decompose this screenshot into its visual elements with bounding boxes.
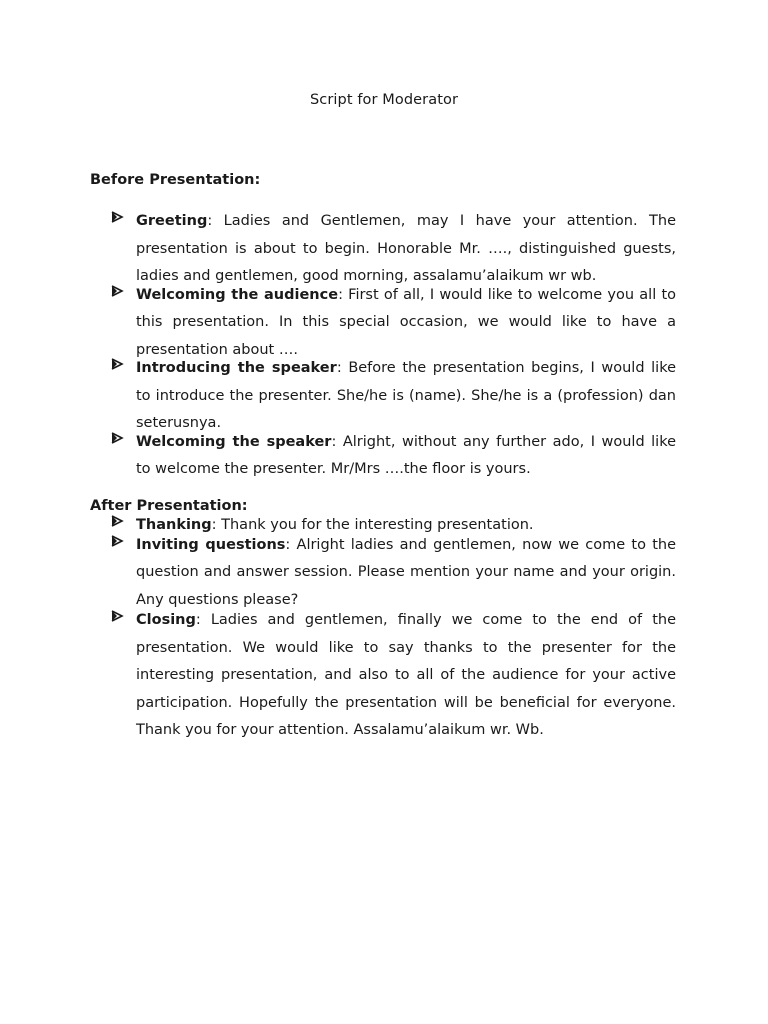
section-heading-before: Before Presentation: <box>90 172 261 188</box>
item-term: Closing <box>136 612 196 628</box>
item-term: Greeting <box>136 213 208 229</box>
item-term: Welcoming the speaker <box>136 433 332 450</box>
item-text: : Before the presentation begins, I would like to introduce the presenter. She/he is (name). She/he is a (profession) dan seterusnya. <box>136 360 676 431</box>
item-text: : Ladies and gentlemen, finally we come to the end of the presentation. We would like to say thanks to the presenter for the interesting presentation, and also to all of the audience for your active participation. Hopefully the presentation will be beneficial for everyone. Thank you for your attention. Assalamu’alaikum wr. Wb. <box>136 612 676 738</box>
arrow-bullet-icon <box>110 357 124 371</box>
after-presentation-list <box>110 512 676 745</box>
item-text: : Ladies and Gentlemen, may I have your attention. The presentation is about to begin. Honorable Mr. …., distinguished guests, ladies and gentlemen, good morning, assalamu’alaikum wr wb. <box>136 213 676 284</box>
list-item <box>110 429 676 484</box>
list-item <box>110 355 676 438</box>
item-term: Thanking <box>136 517 212 533</box>
list-item <box>110 208 676 291</box>
list-item <box>110 282 676 365</box>
list-item <box>110 532 676 615</box>
document-title: Script for Moderator <box>309 92 459 108</box>
item-text: : Thank you for the interesting presentation. <box>211 517 534 533</box>
item-term: Inviting questions <box>136 536 286 553</box>
arrow-bullet-icon <box>110 609 124 623</box>
section-heading-after: After Presentation: <box>90 498 248 514</box>
before-presentation-list <box>110 208 676 484</box>
arrow-bullet-icon <box>110 210 124 224</box>
arrow-bullet-icon <box>110 284 124 298</box>
item-term: Welcoming the audience <box>136 286 339 303</box>
arrow-bullet-icon <box>110 534 124 548</box>
item-text: : First of all, I would like to welcome you all to this presentation. In this special occasion, we would like to have a presentation about …. <box>136 286 676 358</box>
arrow-bullet-icon <box>110 514 124 528</box>
arrow-bullet-icon <box>110 431 124 445</box>
item-text: : Alright, without any further ado, I would like to welcome the presenter. Mr/Mrs ….the floor is yours. <box>136 433 676 477</box>
item-text: : Alright ladies and gentlemen, now we come to the question and answer session. Please mention your name and your origin. Any questions please? <box>136 536 676 608</box>
list-item <box>110 607 676 745</box>
item-term: Introducing the speaker <box>136 360 337 376</box>
